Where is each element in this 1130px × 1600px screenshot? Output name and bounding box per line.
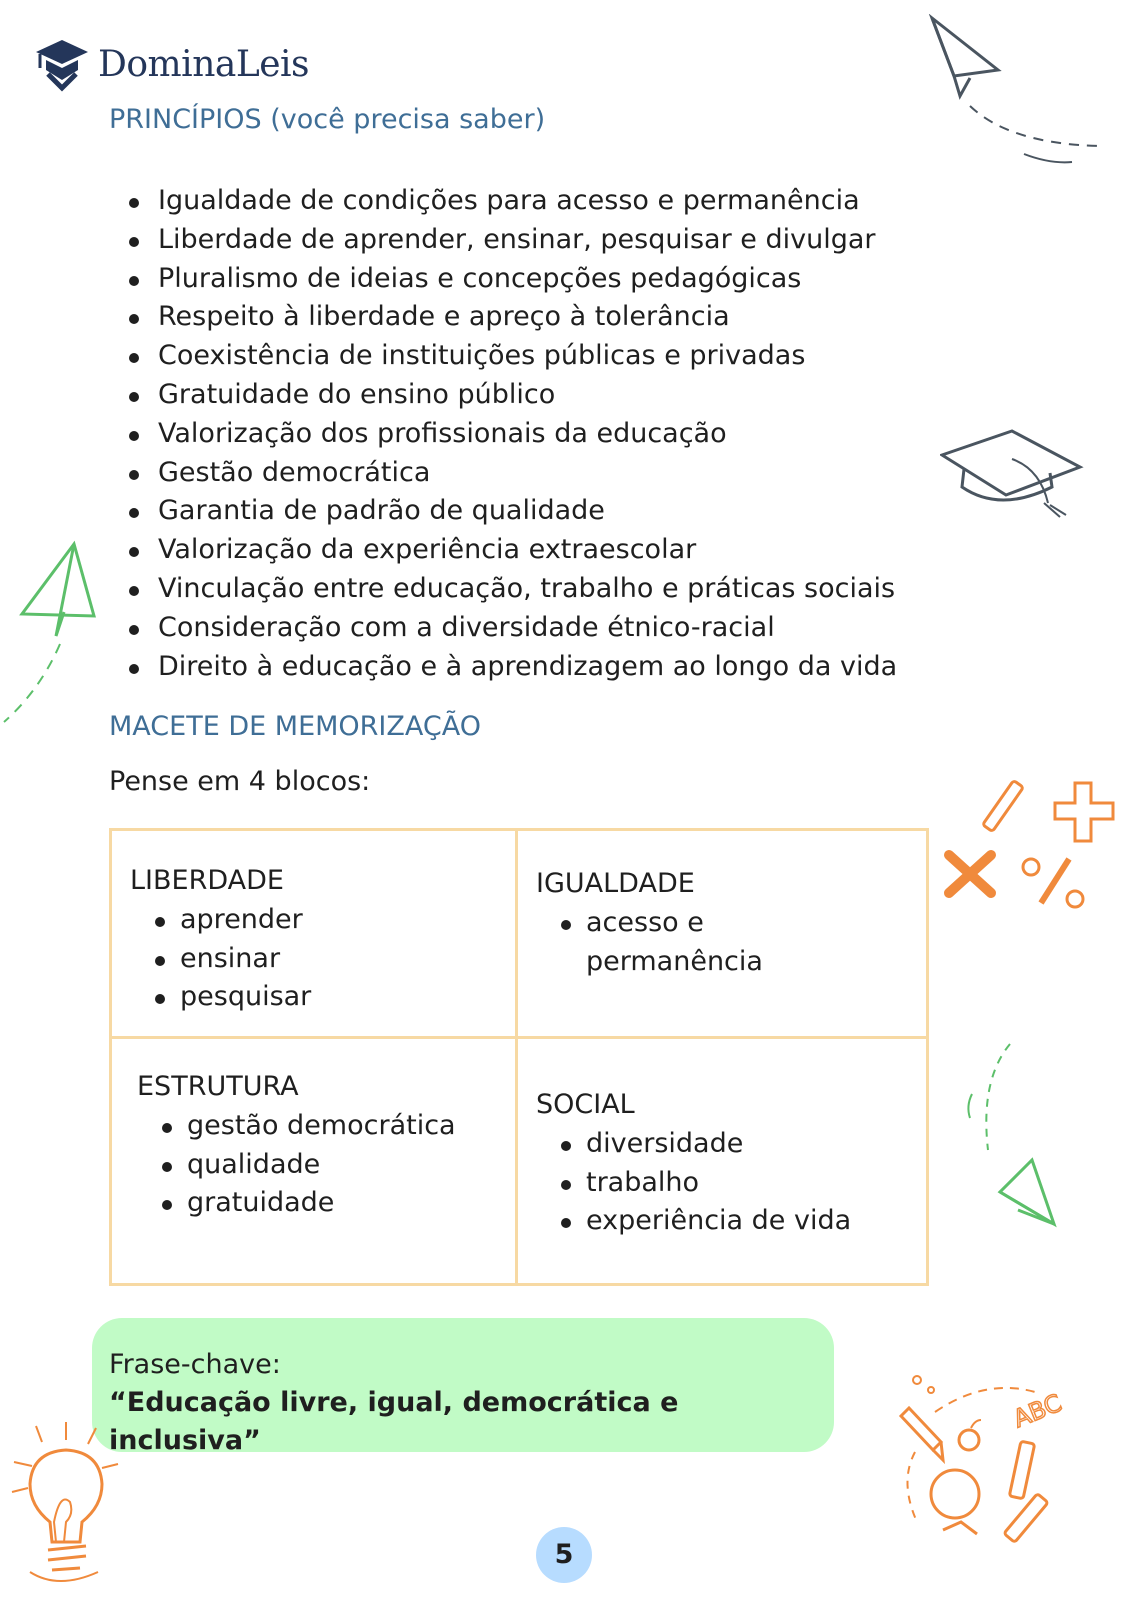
paper-plane-green-icon <box>0 540 110 730</box>
principle-item: Gestão democrática <box>124 454 897 493</box>
page-number: 5 <box>536 1527 592 1583</box>
block-item: trabalho <box>556 1164 926 1203</box>
block-item: acesso e permanência <box>556 904 816 981</box>
block-item: experiência de vida <box>556 1202 926 1241</box>
block-title: SOCIAL <box>536 1089 635 1120</box>
lightbulb-icon <box>8 1422 133 1592</box>
principle-item: Gratuidade do ensino público <box>124 376 897 415</box>
principle-item: Garantia de padrão de qualidade <box>124 492 897 531</box>
key-phrase-quote: “Educação livre, igual, democrática e inclusiva” <box>109 1387 679 1456</box>
mortarboard-icon <box>940 425 1090 530</box>
block-igualdade <box>518 831 926 1039</box>
block-list <box>130 901 515 1017</box>
block-item: gestão democrática <box>157 1107 515 1146</box>
principle-item: Direito à educação e à aprendizagem ao longo da vida <box>124 648 897 687</box>
block-liberdade <box>112 831 518 1039</box>
block-list <box>536 1125 926 1241</box>
block-list <box>536 904 926 981</box>
mnemonic-title: MACETE DE MEMORIZAÇÃO <box>109 711 481 742</box>
block-item: pesquisar <box>150 978 515 1017</box>
paper-plane-icon <box>920 14 1110 174</box>
block-item: aprender <box>150 901 515 940</box>
key-phrase-label: Frase-chave: <box>109 1349 281 1380</box>
block-title: ESTRUTURA <box>137 1071 299 1102</box>
svg-text:ABC: ABC <box>1009 1388 1066 1434</box>
principles-list <box>124 182 897 686</box>
math-symbols-icon <box>935 775 1120 920</box>
school-doodles-icon <box>895 1372 1095 1562</box>
principle-item: Vinculação entre educação, trabalho e práticas sociais <box>124 570 897 609</box>
principle-item: Coexistência de instituições públicas e privadas <box>124 337 897 376</box>
block-title: IGUALDADE <box>536 868 695 899</box>
principle-item: Liberdade de aprender, ensinar, pesquisar e divulgar <box>124 221 897 260</box>
block-item: ensinar <box>150 940 515 979</box>
paper-plane-green-2-icon <box>962 1040 1072 1250</box>
mnemonic-intro: Pense em 4 blocos: <box>109 766 371 797</box>
principle-item: Igualdade de condições para acesso e permanência <box>124 182 897 221</box>
principle-item: Respeito à liberdade e apreço à tolerância <box>124 298 897 337</box>
mnemonic-grid <box>109 828 929 1286</box>
block-social <box>518 1039 926 1283</box>
brand-name: DominaLeis <box>98 43 310 85</box>
block-item: diversidade <box>556 1125 926 1164</box>
block-item: gratuidade <box>157 1184 515 1223</box>
key-phrase-box <box>92 1318 834 1456</box>
graduation-cap-icon <box>34 36 90 92</box>
block-title: LIBERDADE <box>130 865 284 896</box>
block-list <box>137 1107 515 1223</box>
principle-item: Pluralismo de ideias e concepções pedagógicas <box>124 260 897 299</box>
brand-logo <box>34 36 309 92</box>
principle-item: Consideração com a diversidade étnico-racial <box>124 609 897 648</box>
principle-item: Valorização dos profissionais da educação <box>124 415 897 454</box>
principles-title: PRINCÍPIOS (você precisa saber) <box>109 104 546 135</box>
principle-item: Valorização da experiência extraescolar <box>124 531 897 570</box>
block-item: qualidade <box>157 1146 515 1185</box>
block-estrutura <box>112 1039 518 1283</box>
